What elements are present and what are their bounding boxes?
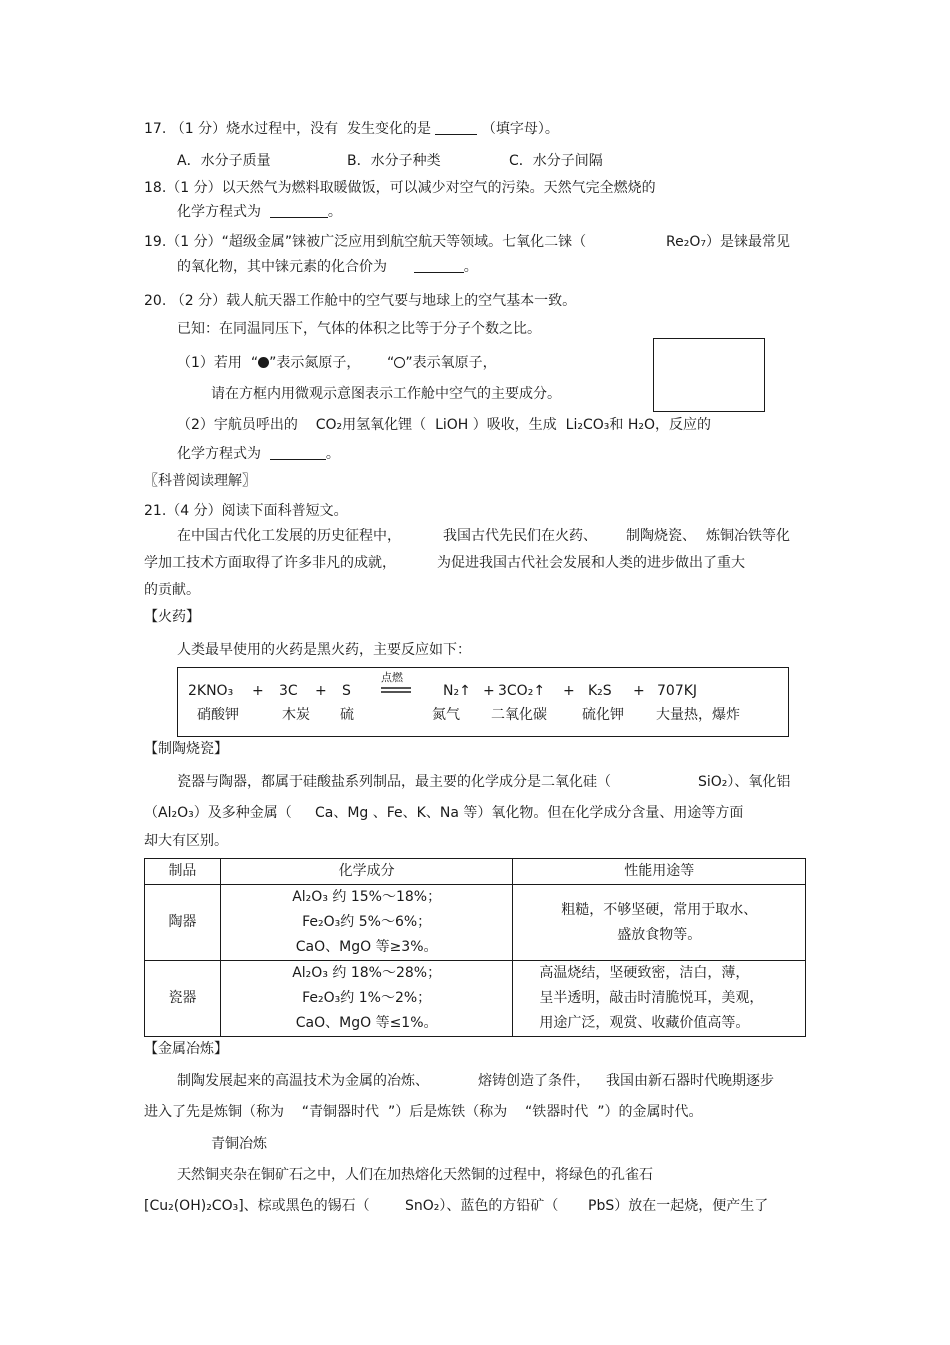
ceramic-line2b: Ca、Mg 、Fe、K、Na 等）氧化物。但在化学成分含量、用途等方面 [315,805,744,821]
bronze-line2c: PbS）放在一起烧，便产生了 [588,1198,769,1214]
eq-term-heat: 707KJ [657,683,698,699]
nitrogen-atom-icon [258,357,269,368]
equation-condition: 点燃 [381,671,403,684]
table-cell-composition: Al₂O₃ 约 15%～18%； Fe₂O₃约 5%～6%； CaO、MgO 等≥3%。 [220,885,513,961]
section-label: 〖科普阅读理解〗 [144,473,256,489]
eq-plus-4: + [563,683,575,699]
oxygen-atom-icon [394,357,405,368]
eq-name-co2: 二氧化碳 [491,707,547,723]
eq-term-c: 3C [279,683,298,699]
q17-option-b: B．水分子种类 [347,153,441,169]
table-row [145,885,806,961]
metal-heading: 【金属冶炼】 [144,1041,228,1057]
q18-line2: 化学方程式为 。 [177,204,342,220]
eq-term-k2s: K₂S [588,683,612,699]
eq-name-kno3: 硝酸钾 [197,707,239,723]
eq-plus-3: + [483,683,495,699]
q20-part1-line2: 请在方框内用微观示意图表示工作舱中空气的主要成分。 [211,386,561,402]
equation-equals-sign [381,686,411,694]
ceramic-heading: 【制陶烧瓷】 [144,741,228,757]
q17-stem: 17. （1 分）烧水过程中，没有 发生变化的是 （填字母）。 [144,121,559,137]
table-header-row [145,859,806,885]
q17-answer-blank[interactable] [435,120,477,135]
table-header: 化学成分 [220,859,513,885]
q19-line2: 的氧化物，其中铼元素的化合价为 。 [177,259,478,275]
ceramic-comparison-table [144,858,806,1037]
ceramic-line1a: 瓷器与陶器，都属于硅酸盐系列制品，最主要的化学成分是二氧化硅（ [177,774,611,790]
table-cell-composition: Al₂O₃ 约 18%～28%； Fe₂O₃约 1%～2%； CaO、MgO 等≤1%。 [220,961,513,1037]
table-row [145,961,806,1037]
table-cell-usage: 高温烧结，坚硬致密，洁白，薄， 呈半透明，敲击时清脆悦耳，美观， 用途广泛，观赏、收藏价值高等。 [513,961,806,1037]
q21-para1-seg1: 在中国古代化工发展的历史征程中， [177,528,401,544]
q21-para1-seg2: 我国古代先民们在火药、 [443,528,597,544]
q19-line1-tail: Re₂O₇）是铼最常见 [666,234,790,250]
eq-name-c: 木炭 [282,707,310,723]
eq-name-heat: 大量热，爆炸 [656,707,740,723]
q21-title: 21.（4 分）阅读下面科普短文。 [144,503,348,519]
eq-name-n2: 氮气 [432,707,460,723]
eq-term-s: S [342,683,351,699]
eq-plus-5: + [633,683,645,699]
q20-known: 已知：在同温同压下，气体的体积之比等于分子个数之比。 [177,321,541,337]
q20-part2-line1: （2）宇航员呼出的 CO₂用氢氧化锂（ LiOH ）吸收，生成 Li₂CO₃和 H₂O，反应的 [177,417,712,433]
answer-drawing-box[interactable] [653,338,765,412]
ceramic-line2a: （Al₂O₃）及多种金属（ [144,805,292,821]
ceramic-line3: 却大有区别。 [144,833,228,849]
table-header: 性能用途等 [513,859,806,885]
eq-term-co2: 3CO₂↑ [498,683,546,699]
metal-line1-seg3: 我国由新石器时代晚期逐步 [606,1073,774,1089]
q21-para1-line2a: 学加工技术方面取得了许多非凡的成就， [144,555,396,571]
q20-part2-line2: 化学方程式为 。 [177,446,340,462]
q20-line1: 20. （2 分）载人航天器工作舱中的空气要与地球上的空气基本一致。 [144,293,577,309]
bronze-line2a: [Cu₂(OH)₂CO₃]、棕或黑色的锡石（ [144,1198,370,1214]
q18-answer-blank[interactable] [270,203,328,218]
table-cell-name: 瓷器 [145,961,221,1037]
table-header: 制品 [145,859,221,885]
q18-line1: 18.（1 分）以天然气为燃料取暖做饭，可以减少对空气的污染。天然气完全燃烧的 [144,180,656,196]
q20-answer-blank[interactable] [270,445,326,460]
gunpowder-equation-box [177,667,789,737]
q21-para1-line3: 的贡献。 [144,582,200,598]
q21-para1-line2b: 为促进我国古代社会发展和人类的进步做出了重大 [437,555,745,571]
bronze-line2b: SnO₂）、蓝色的方铅矿（ [405,1198,559,1214]
eq-name-s: 硫 [340,707,354,723]
q17-option-c: C．水分子间隔 [509,153,603,169]
eq-plus-2: + [315,683,327,699]
table-cell-name: 陶器 [145,885,221,961]
q19-line1: 19.（1 分）“超级金属”铼被广泛应用到航空航天等领域。七氧化二铼（ [144,234,587,250]
q17-option-a: A．水分子质量 [177,153,271,169]
metal-line1-seg1: 制陶发展起来的高温技术为金属的冶炼、 [177,1073,429,1089]
metal-line1-seg2: 熔铸创造了条件， [478,1073,590,1089]
bronze-heading: 青铜冶炼 [211,1136,267,1152]
eq-name-k2s: 硫化钾 [582,707,624,723]
metal-line2: 进入了先是炼铜（称为 “青铜器时代 ”）后是炼铁（称为 “铁器时代 ”）的金属时代。 [144,1104,703,1120]
bronze-line1: 天然铜夹杂在铜矿石之中，人们在加热熔化天然铜的过程中，将绿色的孔雀石 [177,1167,653,1183]
eq-term-kno3: 2KNO₃ [188,683,234,699]
gunpowder-text: 人类最早使用的火药是黑火药，主要反应如下： [177,642,471,658]
q20-part1-line1: （1）若用 “ ”表示氮原子， “ ”表示氧原子， [177,355,497,371]
gunpowder-heading: 【火药】 [144,609,200,625]
eq-term-n2: N₂↑ [443,683,471,699]
q19-answer-blank[interactable] [414,258,464,273]
eq-plus-1: + [252,683,264,699]
table-cell-usage: 粗糙，不够坚硬，常用于取水、 盛放食物等。 [513,885,806,961]
q21-para1-seg4: 炼铜冶铁等化 [706,528,790,544]
q21-para1-seg3: 制陶烧瓷、 [626,528,696,544]
ceramic-line1b: SiO₂）、氧化铝 [698,774,791,790]
